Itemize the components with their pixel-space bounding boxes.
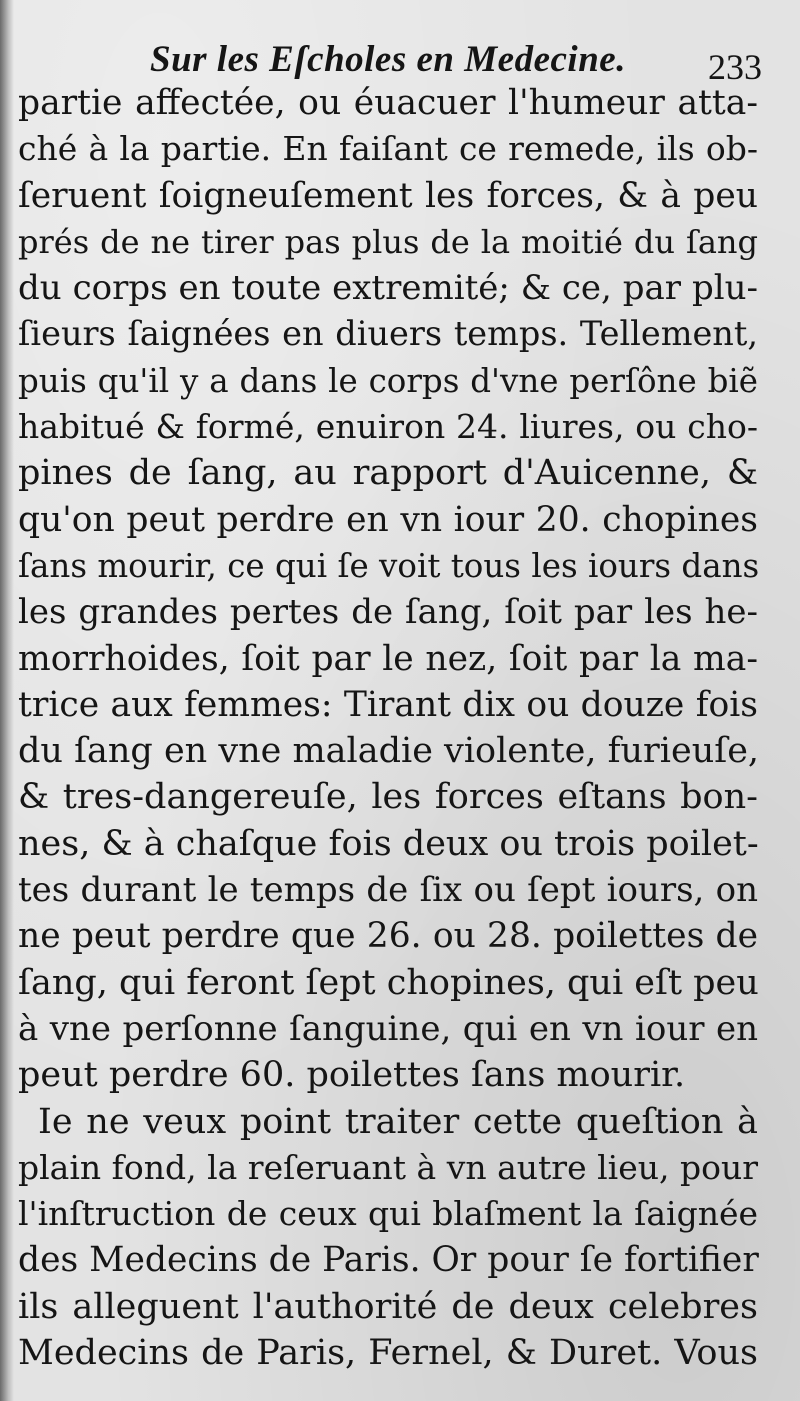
page-gutter-shadow (0, 0, 14, 1401)
text-line: du ſang en vne maladie violente, furieuſe, (18, 731, 760, 772)
text-line: ne peut perdre que 26. ou 28. poilettes de (18, 916, 758, 957)
text-line: trice aux femmes: Tirant dix ou douze fois (18, 684, 758, 725)
text-line: ſang, qui feront ſept chopines, qui eſt peu (18, 962, 759, 1003)
text-line: les grandes pertes de ſang, ſoit par les he- (18, 592, 758, 633)
text-line: Ie ne veux point traiter cette queſtion à (38, 1101, 758, 1142)
text-line: tes durant le temps de ſix ou ſept iours, on (18, 870, 758, 911)
text-line: du corps en toute extremité; & ce, par plu- (18, 268, 758, 309)
text-line: morrhoides, ſoit par le nez, ſoit par la ma- (18, 638, 758, 679)
text-line: peut perdre 60. poilettes ſans mourir. (18, 1055, 686, 1096)
page-number: 233 (708, 47, 762, 87)
text-line: des Medecins de Paris. Or pour ſe fortifier (18, 1240, 759, 1281)
text-line: & tres-dangereuſe, les forces eſtans bon- (18, 777, 758, 818)
running-title: Sur les Eſcholes en Medecine. (150, 39, 626, 80)
text-line: ils alleguent l'authorité de deux celebres (18, 1286, 758, 1327)
text-line: pines de ſang, au rapport d'Auicenne, & (18, 453, 758, 494)
text-line: partie affectée, ou éuacuer l'humeur atta- (18, 83, 758, 123)
text-line: habitué & formé, enuiron 24. liures, ou cho- (18, 407, 758, 447)
text-line: ſans mourir, ce qui ſe voit tous les iours dans (18, 546, 760, 585)
text-line: Medecins de Paris, Fernel, & Duret. Vous (18, 1333, 758, 1374)
body-text (18, 80, 758, 1376)
text-line: l'inſtruction de ceux qui blaſment la ſaignée (18, 1194, 758, 1234)
text-line: plain fond, la reſeruant à vn autre lieu, pour (18, 1147, 758, 1187)
text-line: nes, & à chaſque fois deux ou trois poilet- (18, 823, 759, 864)
text-line: qu'on peut perdre en vn iour 20. chopines (18, 499, 758, 540)
text-line: puis qu'il y a dans le corps d'vne perſône biẽ (18, 361, 758, 400)
text-line: à vne perſonne ſanguine, qui en vn iour en (18, 1008, 758, 1049)
text-line: ſieurs ſaignées en diuers temps. Tellement, (18, 314, 758, 354)
text-line: ché à la partie. En faiſant ce remede, ils ob- (18, 129, 758, 169)
text-line: prés de ne tirer pas plus de la moitié du ſang (18, 222, 758, 261)
text-line: ſeruent ſoigneuſement les forces, & à peu (18, 175, 758, 216)
